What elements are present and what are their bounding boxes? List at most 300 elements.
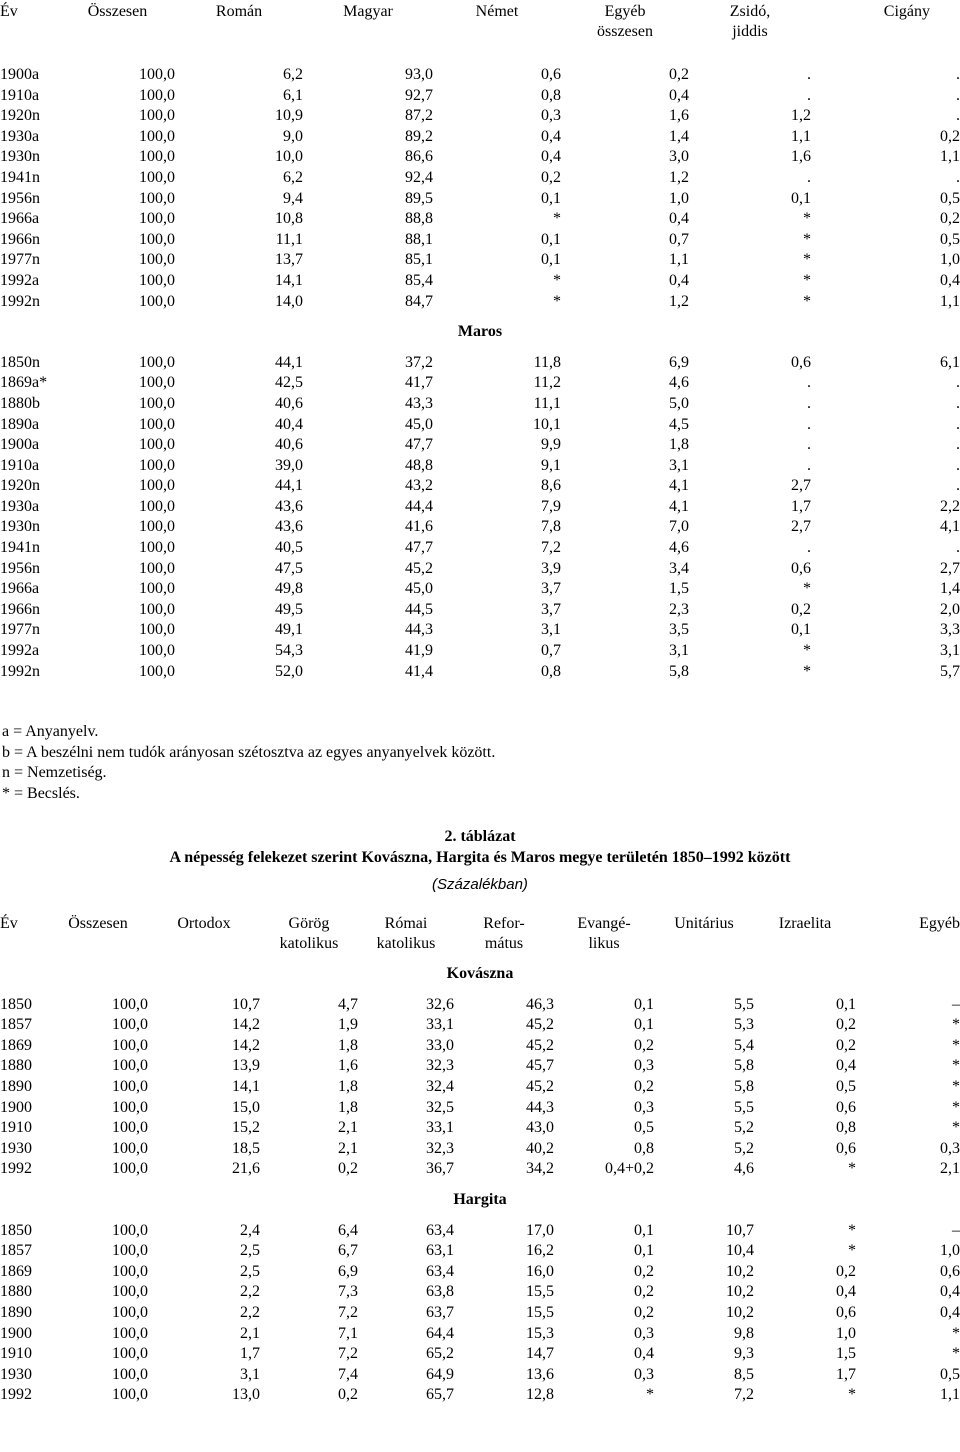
table-cell: 13,6 bbox=[526, 1365, 554, 1383]
table-cell: 100,0 bbox=[112, 1119, 148, 1137]
table-cell: 0,5 bbox=[940, 1365, 960, 1383]
table-cell: 44,1 bbox=[275, 477, 303, 495]
table-cell: 3,7 bbox=[541, 600, 561, 618]
table-cell: 0,1 bbox=[634, 995, 654, 1013]
row-year: 1992a bbox=[0, 271, 40, 289]
table-row bbox=[0, 373, 960, 394]
table-cell: 100,0 bbox=[112, 1160, 148, 1178]
table-cell: 49,8 bbox=[275, 580, 303, 598]
table-cell: 1,0 bbox=[836, 1324, 856, 1342]
table-cell: 0,4 bbox=[669, 210, 689, 228]
table-cell: 32,6 bbox=[426, 995, 454, 1013]
table-cell: 100,0 bbox=[112, 1386, 148, 1404]
table-cell: * bbox=[848, 1386, 856, 1404]
table-cell: 1,6 bbox=[791, 148, 811, 166]
table-body-kovaszna bbox=[0, 995, 960, 1180]
row-year: 1992n bbox=[0, 292, 40, 310]
table-cell: 11,1 bbox=[275, 230, 303, 248]
table-cell: . bbox=[956, 394, 960, 412]
table-cell: 45,2 bbox=[526, 1016, 554, 1034]
table-row bbox=[0, 995, 960, 1016]
table-cell: 42,5 bbox=[275, 374, 303, 392]
table-cell: 100,0 bbox=[139, 415, 175, 433]
table-cell: 14,1 bbox=[232, 1077, 260, 1095]
table-cell: 4,6 bbox=[669, 539, 689, 557]
table-cell: 3,5 bbox=[669, 621, 689, 639]
table-cell: . bbox=[956, 539, 960, 557]
table-row bbox=[0, 1241, 960, 1262]
table-cell: 5,8 bbox=[734, 1057, 754, 1075]
table-cell: 6,1 bbox=[940, 353, 960, 371]
table-header-row bbox=[0, 2, 960, 42]
table-row bbox=[0, 1139, 960, 1160]
row-year: 1890a bbox=[0, 415, 40, 433]
table-row bbox=[0, 1344, 960, 1365]
row-year: 1930a bbox=[0, 497, 40, 515]
table-cell: . bbox=[807, 415, 811, 433]
table-cell: 41,4 bbox=[405, 662, 433, 680]
table-cell: 21,6 bbox=[232, 1160, 260, 1178]
table-row bbox=[0, 1385, 960, 1406]
table-cell: . bbox=[956, 66, 960, 83]
table-cell: 6,2 bbox=[283, 168, 303, 186]
table-cell: 2,2 bbox=[940, 497, 960, 515]
table-cell: – bbox=[952, 1221, 960, 1239]
table-cell: 0,2 bbox=[634, 1303, 654, 1321]
table-cell: 100,0 bbox=[139, 497, 175, 515]
table-row bbox=[0, 1159, 960, 1180]
table-cell: 15,5 bbox=[526, 1303, 554, 1321]
table-cell: 1,2 bbox=[791, 107, 811, 125]
table-cell: 63,1 bbox=[426, 1242, 454, 1260]
table-cell: 3,0 bbox=[669, 148, 689, 166]
row-year: 1910 bbox=[0, 1119, 32, 1137]
table-cell: 10,1 bbox=[533, 415, 561, 433]
table-cell: 0,4 bbox=[541, 148, 561, 166]
table-row bbox=[0, 394, 960, 415]
table-cell: 1,1 bbox=[791, 127, 811, 145]
table-cell: . bbox=[956, 436, 960, 454]
table-cell: 44,1 bbox=[275, 353, 303, 371]
table-cell: 47,7 bbox=[405, 539, 433, 557]
row-year: 1900 bbox=[0, 1098, 32, 1116]
table-cell: 37,2 bbox=[405, 353, 433, 371]
row-year: 1920n bbox=[0, 477, 40, 495]
table-cell: 5,3 bbox=[734, 1016, 754, 1034]
table-cell: 100,0 bbox=[139, 271, 175, 289]
table-cell: 18,5 bbox=[232, 1139, 260, 1157]
table-row bbox=[0, 620, 960, 641]
table-cell: 5,8 bbox=[669, 662, 689, 680]
table-cell: 9,9 bbox=[541, 436, 561, 454]
table-cell: 3,7 bbox=[541, 580, 561, 598]
table-cell: 4,1 bbox=[940, 518, 960, 536]
table-cell: 0,7 bbox=[669, 230, 689, 248]
table-row bbox=[0, 1036, 960, 1057]
table-cell: 1,4 bbox=[940, 580, 960, 598]
table-cell: 13,9 bbox=[232, 1057, 260, 1075]
table-cell: * bbox=[803, 230, 811, 248]
table-cell: 93,0 bbox=[405, 66, 433, 83]
table-cell: * bbox=[848, 1160, 856, 1178]
table-cell: 7,3 bbox=[338, 1283, 358, 1301]
table-cell: 44,3 bbox=[526, 1098, 554, 1116]
table-cell: 100,0 bbox=[112, 1139, 148, 1157]
table-cell: 88,1 bbox=[405, 230, 433, 248]
row-year: 1966n bbox=[0, 600, 40, 618]
table-cell: 5,0 bbox=[669, 394, 689, 412]
table-cell: 84,7 bbox=[405, 292, 433, 310]
table-cell: 64,9 bbox=[426, 1365, 454, 1383]
table-cell: 1,8 bbox=[669, 436, 689, 454]
column-header: Izraelita bbox=[778, 915, 832, 932]
row-year: 1966a bbox=[0, 210, 40, 228]
table-cell: . bbox=[807, 539, 811, 557]
table-cell: 2,7 bbox=[791, 518, 811, 536]
table-cell: * bbox=[646, 1386, 654, 1404]
table-cell: 44,4 bbox=[405, 497, 433, 515]
table-cell: . bbox=[807, 456, 811, 474]
row-year: 1966a bbox=[0, 580, 40, 598]
table-cell: 32,5 bbox=[426, 1098, 454, 1116]
table-row bbox=[0, 1056, 960, 1077]
table-cell: 1,1 bbox=[940, 148, 960, 166]
table-cell: 10,0 bbox=[275, 148, 303, 166]
table-cell: 45,2 bbox=[405, 559, 433, 577]
table-cell: . bbox=[807, 66, 811, 83]
table-cell: 0,2 bbox=[669, 66, 689, 83]
column-header: Összesen bbox=[87, 3, 148, 20]
table-cell: 43,0 bbox=[526, 1119, 554, 1137]
table-cell: * bbox=[952, 1119, 960, 1137]
row-year: 1869 bbox=[0, 1036, 32, 1054]
column-header: Ortodox bbox=[177, 915, 231, 932]
table-cell: 2,1 bbox=[338, 1119, 358, 1137]
table-cell: 6,9 bbox=[338, 1262, 358, 1280]
section-title: Hargita bbox=[453, 1190, 507, 1208]
table-cell: . bbox=[807, 168, 811, 186]
table-row bbox=[0, 662, 960, 683]
table-row bbox=[0, 230, 960, 251]
table-cell: 12,8 bbox=[526, 1386, 554, 1404]
table-cell: 1,7 bbox=[836, 1365, 856, 1383]
table-row bbox=[0, 1221, 960, 1242]
table-cell: 13,0 bbox=[232, 1386, 260, 1404]
row-year: 1880b bbox=[0, 394, 40, 412]
table-cell: 2,5 bbox=[240, 1262, 260, 1280]
table-cell: 0,6 bbox=[791, 559, 811, 577]
table-cell: 36,7 bbox=[426, 1160, 454, 1178]
table-cell: 3,9 bbox=[541, 559, 561, 577]
column-header: Összesen bbox=[68, 915, 128, 932]
table-cell: 17,0 bbox=[526, 1221, 554, 1239]
table-cell: 2,7 bbox=[940, 559, 960, 577]
table-cell: 0,4 bbox=[836, 1283, 856, 1301]
table-cell: . bbox=[956, 168, 960, 186]
table-cell: 9,4 bbox=[283, 189, 303, 207]
table-cell: * bbox=[803, 292, 811, 310]
table-cell: 1,8 bbox=[338, 1077, 358, 1095]
table-cell: 100,0 bbox=[112, 1365, 148, 1383]
row-year: 1930n bbox=[0, 148, 40, 166]
table-cell: 9,0 bbox=[283, 127, 303, 145]
table-cell: 0,2 bbox=[634, 1262, 654, 1280]
table-cell: 100,0 bbox=[139, 436, 175, 454]
table-body-top bbox=[0, 65, 960, 312]
table-cell: 0,6 bbox=[836, 1139, 856, 1157]
table-cell: 5,8 bbox=[734, 1077, 754, 1095]
table-row bbox=[0, 1303, 960, 1324]
table-cell: 0,6 bbox=[940, 1262, 960, 1280]
table-cell: 100,0 bbox=[139, 539, 175, 557]
row-year: 1890 bbox=[0, 1077, 32, 1095]
column-header: Év bbox=[0, 3, 18, 20]
table-cell: 11,2 bbox=[533, 374, 561, 392]
table-cell: . bbox=[956, 374, 960, 392]
column-header: Egyéb bbox=[919, 915, 960, 932]
table-cell: 47,5 bbox=[275, 559, 303, 577]
table-cell: . bbox=[956, 477, 960, 495]
row-year: 1930 bbox=[0, 1365, 32, 1383]
table-cell: 1,6 bbox=[338, 1057, 358, 1075]
table-cell: 2,1 bbox=[240, 1324, 260, 1342]
table-cell: 33,0 bbox=[426, 1036, 454, 1054]
table-cell: 3,4 bbox=[669, 559, 689, 577]
table-row bbox=[0, 641, 960, 662]
table-cell: 0,2 bbox=[338, 1386, 358, 1404]
table-row bbox=[0, 189, 960, 210]
row-year: 1930 bbox=[0, 1139, 32, 1157]
row-year: 1956n bbox=[0, 189, 40, 207]
table-cell: 15,3 bbox=[526, 1324, 554, 1342]
table-cell: 0,1 bbox=[541, 230, 561, 248]
table-cell: 5,5 bbox=[734, 1098, 754, 1116]
row-year: 1992a bbox=[0, 642, 40, 660]
table-cell: 14,7 bbox=[526, 1345, 554, 1363]
table-cell: 32,3 bbox=[426, 1139, 454, 1157]
table-cell: 5,4 bbox=[734, 1036, 754, 1054]
table-cell: 0,3 bbox=[541, 107, 561, 125]
table-cell: 0,1 bbox=[634, 1242, 654, 1260]
table-row bbox=[0, 106, 960, 127]
table-cell: 0,8 bbox=[541, 86, 561, 104]
row-year: 1992 bbox=[0, 1160, 32, 1178]
table-cell: 1,1 bbox=[669, 251, 689, 269]
row-year: 1910a bbox=[0, 456, 40, 474]
table-row bbox=[0, 538, 960, 559]
table-cell: 0,4 bbox=[541, 127, 561, 145]
table-cell: 0,5 bbox=[634, 1119, 654, 1137]
table-cell: 1,5 bbox=[836, 1345, 856, 1363]
table-cell: 0,3 bbox=[634, 1324, 654, 1342]
table-cell: 9,8 bbox=[734, 1324, 754, 1342]
table-cell: 1,7 bbox=[791, 497, 811, 515]
table-cell: 8,5 bbox=[734, 1365, 754, 1383]
table-cell: 2,7 bbox=[791, 477, 811, 495]
table-cell: 0,1 bbox=[634, 1221, 654, 1239]
table-cell: 92,4 bbox=[405, 168, 433, 186]
row-year: 1992n bbox=[0, 662, 40, 680]
table-cell: * bbox=[553, 271, 561, 289]
table-cell: 4,1 bbox=[669, 497, 689, 515]
table-cell: 7,8 bbox=[541, 518, 561, 536]
table-cell: 0,2 bbox=[836, 1262, 856, 1280]
table-cell: 0,4+0,2 bbox=[604, 1160, 654, 1178]
table-cell: 100,0 bbox=[139, 580, 175, 598]
table-cell: 0,7 bbox=[541, 642, 561, 660]
table-cell: 34,2 bbox=[526, 1160, 554, 1178]
table-cell: * bbox=[803, 210, 811, 228]
table-cell: – bbox=[952, 995, 960, 1013]
table-row bbox=[0, 579, 960, 600]
ethnicity-table bbox=[0, 2, 960, 682]
table-cell: 0,1 bbox=[791, 621, 811, 639]
table-cell: 43,3 bbox=[405, 394, 433, 412]
column-header: Év bbox=[0, 915, 18, 932]
table-cell: 41,7 bbox=[405, 374, 433, 392]
table-cell: 0,5 bbox=[940, 189, 960, 207]
table-row bbox=[0, 1365, 960, 1386]
table-cell: 63,4 bbox=[426, 1221, 454, 1239]
row-year: 1880 bbox=[0, 1283, 32, 1301]
table-cell: * bbox=[848, 1242, 856, 1260]
row-year: 1941n bbox=[0, 168, 40, 186]
table-cell: 85,1 bbox=[405, 251, 433, 269]
table-cell: * bbox=[848, 1221, 856, 1239]
table-cell: 43,6 bbox=[275, 497, 303, 515]
table-cell: 16,0 bbox=[526, 1262, 554, 1280]
column-header: Refor- mátus bbox=[483, 915, 525, 952]
table-cell: 100,0 bbox=[139, 353, 175, 371]
table-cell: 100,0 bbox=[112, 1036, 148, 1054]
table-cell: 0,2 bbox=[940, 127, 960, 145]
column-header: Egyéb összesen bbox=[597, 3, 653, 40]
table-cell: 0,2 bbox=[836, 1036, 856, 1054]
table-cell: * bbox=[952, 1345, 960, 1363]
table-cell: 7,1 bbox=[338, 1324, 358, 1342]
table-cell: * bbox=[952, 1324, 960, 1342]
table-cell: 45,2 bbox=[526, 1036, 554, 1054]
table-cell: 100,0 bbox=[139, 642, 175, 660]
table-cell: 100,0 bbox=[139, 148, 175, 166]
table-cell: 100,0 bbox=[139, 456, 175, 474]
table-cell: 1,0 bbox=[669, 189, 689, 207]
table-cell: 0,8 bbox=[541, 662, 561, 680]
column-header: Cigány bbox=[883, 3, 930, 20]
row-year: 1900 bbox=[0, 1324, 32, 1342]
table-row bbox=[0, 353, 960, 374]
table-row bbox=[0, 292, 960, 313]
table-cell: 0,1 bbox=[791, 189, 811, 207]
table-cell: 0,2 bbox=[836, 1016, 856, 1034]
table-row bbox=[0, 1118, 960, 1139]
table-cell: 2,1 bbox=[338, 1139, 358, 1157]
footnote: * = Becslés. bbox=[2, 784, 80, 802]
table-cell: 15,5 bbox=[526, 1283, 554, 1301]
column-header: Római katolikus bbox=[376, 915, 436, 952]
table-cell: 100,0 bbox=[139, 107, 175, 125]
table-cell: 2,5 bbox=[240, 1242, 260, 1260]
table-cell: 63,7 bbox=[426, 1303, 454, 1321]
row-year: 1992 bbox=[0, 1386, 32, 1404]
table-cell: * bbox=[553, 210, 561, 228]
section-kovaszna bbox=[0, 954, 960, 995]
table-cell: * bbox=[803, 251, 811, 269]
row-year: 1869a* bbox=[0, 374, 48, 392]
table-cell: 1,8 bbox=[338, 1098, 358, 1116]
table-cell: 1,1 bbox=[940, 292, 960, 310]
table-cell: 100,0 bbox=[139, 662, 175, 680]
table-body-hargita bbox=[0, 1221, 960, 1406]
table-cell: 100,0 bbox=[139, 230, 175, 248]
table-cell: 48,8 bbox=[405, 456, 433, 474]
table-cell: 14,0 bbox=[275, 292, 303, 310]
table-cell: 100,0 bbox=[112, 1057, 148, 1075]
table-cell: 100,0 bbox=[112, 1016, 148, 1034]
table-cell: 33,1 bbox=[426, 1016, 454, 1034]
table-cell: 0,3 bbox=[634, 1057, 654, 1075]
table-cell: * bbox=[952, 1098, 960, 1116]
table-cell: 0,2 bbox=[634, 1077, 654, 1095]
table-cell: 100,0 bbox=[139, 292, 175, 310]
table-cell: . bbox=[807, 374, 811, 392]
table-row bbox=[0, 1015, 960, 1036]
table-cell: . bbox=[956, 415, 960, 433]
table-cell: 6,1 bbox=[283, 86, 303, 104]
table-cell: 4,6 bbox=[669, 374, 689, 392]
table-cell: 4,7 bbox=[338, 995, 358, 1013]
table-row bbox=[0, 600, 960, 621]
table-cell: 1,2 bbox=[669, 168, 689, 186]
column-header: Evangé- likus bbox=[577, 915, 631, 952]
table-cell: 44,5 bbox=[405, 600, 433, 618]
table-cell: * bbox=[803, 662, 811, 680]
table-cell: 41,6 bbox=[405, 518, 433, 536]
table-cell: . bbox=[956, 86, 960, 104]
table-cell: 10,2 bbox=[726, 1262, 754, 1280]
table-cell: * bbox=[803, 642, 811, 660]
row-year: 1850 bbox=[0, 995, 32, 1013]
table-cell: 7,9 bbox=[541, 497, 561, 515]
table-cell: 45,7 bbox=[526, 1057, 554, 1075]
table-cell: 7,2 bbox=[338, 1345, 358, 1363]
table-cell: 65,2 bbox=[426, 1345, 454, 1363]
table-cell: 100,0 bbox=[112, 1262, 148, 1280]
table-number: 2. táblázat bbox=[444, 828, 516, 845]
table-cell: 44,3 bbox=[405, 621, 433, 639]
table-cell: 0,5 bbox=[836, 1077, 856, 1095]
table-cell: 0,2 bbox=[634, 1036, 654, 1054]
table-body-maros bbox=[0, 353, 960, 683]
column-header: Zsidó, jiddis bbox=[729, 3, 771, 40]
table-cell: 0,4 bbox=[836, 1057, 856, 1075]
table-cell: 0,1 bbox=[836, 995, 856, 1013]
table-row bbox=[0, 271, 960, 292]
table-cell: 8,6 bbox=[541, 477, 561, 495]
table-row bbox=[0, 1262, 960, 1283]
table-cell: 64,4 bbox=[426, 1324, 454, 1342]
table-cell: 0,4 bbox=[634, 1345, 654, 1363]
table-cell: 11,8 bbox=[533, 353, 561, 371]
table-subtitle: (Százalékban) bbox=[432, 876, 528, 893]
row-year: 1930n bbox=[0, 518, 40, 536]
table-cell: 1,0 bbox=[940, 251, 960, 269]
table-cell: 40,4 bbox=[275, 415, 303, 433]
column-header: Magyar bbox=[343, 3, 393, 20]
row-year: 1890 bbox=[0, 1303, 32, 1321]
table-cell: 0,8 bbox=[634, 1139, 654, 1157]
table-cell: 6,7 bbox=[338, 1242, 358, 1260]
